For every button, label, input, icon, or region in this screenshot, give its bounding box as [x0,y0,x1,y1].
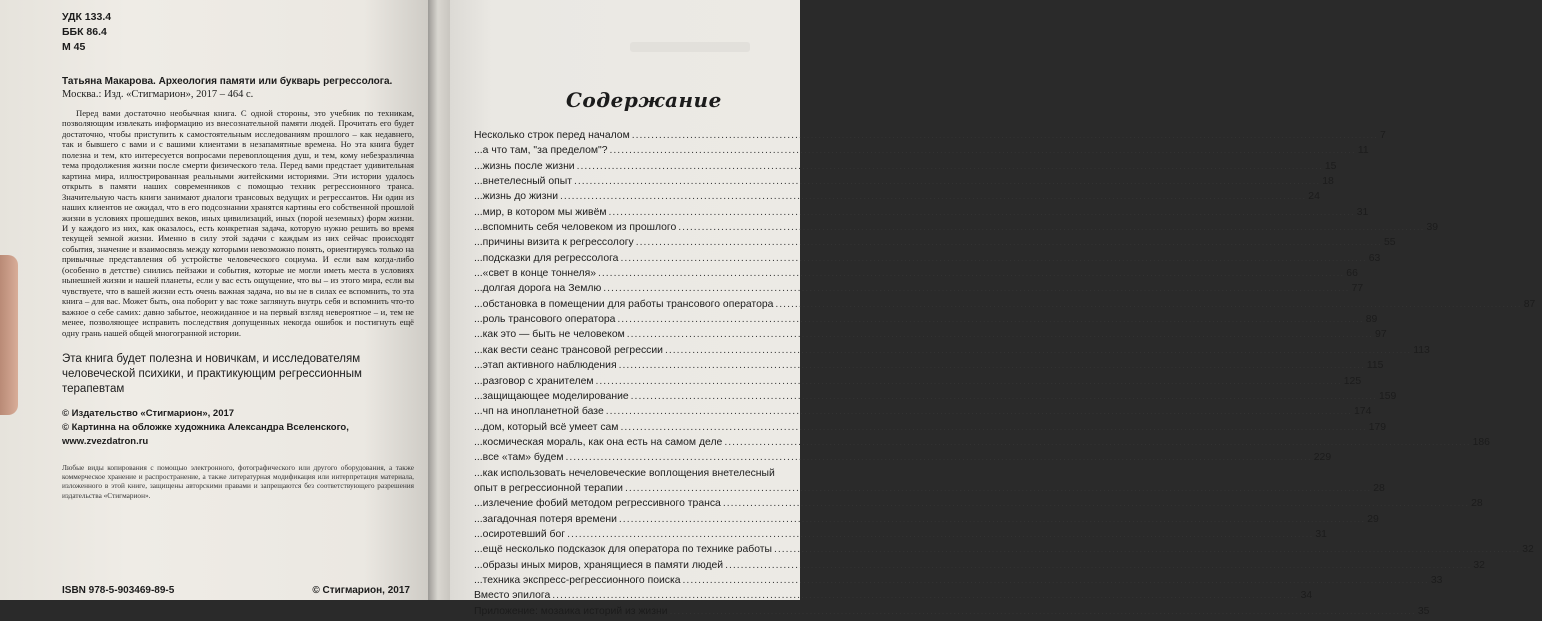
toc-entry [474,605,1430,621]
toc-leader-dots [596,376,1342,387]
toc-entry-label: ...космическая мораль, как она есть на самом деле [474,436,723,448]
toc-entry-label: ...жизнь до жизни [474,191,559,203]
toc-entry [474,406,1372,421]
toc-leader-dots [723,498,1469,509]
toc-entry-label: ...чп на инопланетной базе [474,406,604,418]
toc-entry-line2 [474,482,1385,498]
toc-leader-dots [574,176,1320,187]
legal-notice: Любые виды копирования с помощью электронного, фотографического или другого оборудования, а также коммерческое хранение и распространение, а также литературная модификация или интерпретация материала, изложенного в этой книге, защищены авторскими правами и запрещаются без соответствующего разрешения издательства «Стигмарион». [62,462,414,500]
udk-code: УДК 133.4 [62,11,112,23]
bbk-code: ББК 86.4 [62,26,107,38]
toc-page-number: 55 [1384,237,1396,249]
toc-entry [474,467,1385,499]
toc-entry-label: ...разговор с хранителем [474,375,594,387]
toc-entry [474,329,1387,344]
toc-page-number: 35 [1417,605,1430,617]
toc-entry [474,390,1397,406]
toc-page-number: 39 [1426,222,1439,234]
toc-entry-label: ...защищающее моделирование [474,390,629,402]
toc-entry-label: ...мир, в котором мы живём [474,206,607,218]
toc-entry-label: ...излечение фобий методом регрессивного транса [474,498,721,510]
toc-leader-dots [670,606,1416,617]
toc-page-number: 97 [1375,329,1387,341]
toc-page-number: 31 [1315,528,1327,540]
toc-entry-label: ...образы иных миров, хранящиеся в памяти людей [474,559,724,571]
copyright-publisher: © Издательство «Стигмарион», 2017 [62,407,235,419]
toc-leader-dots [619,360,1365,371]
copyright-block [62,407,414,449]
toc-leader-dots [610,145,1356,156]
toc-entry [474,421,1387,437]
toc-entry-label-continued: опыт в регрессионной терапии [474,482,623,494]
toc-entry-label: ...загадочная потеря времени [474,513,617,525]
annotation-text: Перед вами достаточно необычная книга. С одной стороны, это учебник по техникам, позволяющим извлекать информацию из внесознательной памяти людей. Прочитать его будет достаточно, чтобы приступить к самостоятельным исследованиям прошлого – как недавнего, так и бывшего с вами и с вашими клиентами в незапамятные времена. Но эта книга будет полезна и тем, кто интересуется вопросами перевоплощения душ, и тем, кому небезразлична тема продолжения жизни после смерти физического тела. Перед вами предстает удивительная картина мира, иллюстрированная реальными житейскими историями. Эти истории удалось открыть в памяти наших современников с помощью техник регрессионного транса. Значительную часть книги занимают диалоги трансовых ведущих и регрессантов. Ни один из наших клиентов не ожидал, что в его подсознании хранятся картины его собственной прошлой жизни в условиях прошедших веков, иных цивилизаций, иных (порой неземных) форм жизни. И у каждого из них, как оказалось, есть конкретная задача, которую нужно решить во время текущей земной жизни. Именно в силу этой задачи с каждым из них сейчас происходят события, значение и взаимосвязь между которыми невозможно понять, ориентируясь только на привычные представления об устройстве человеческого социума. И если вам когда-либо (особенно в детстве) снились пейзажи и события, которые не могли иметь места в условиях нынешней жизни и нашей планеты, если у вас есть ощущение, что вы – из этого мира, если вы чувствуете, что в вашей жизни есть очень важная задача, но вы не в силах ее вспомнить, то эта книга – для вас. Может быть, она поборит у вас тоже заглянуть внутрь себя и вспомнить что-то важное о себе самих: давно забытое, неожиданное и на первый взгляд невероятное – и, тем не менее, позволяющее исправить последствия допущенных некогда ошибок и постигнуть ещё одну грань нашей общей многогранной истории. [62,108,414,338]
author-sign: М 45 [62,41,86,53]
isbn-row [62,585,410,596]
toc-leader-dots [683,575,1429,586]
toc-entry-label: ...подсказки для регрессолога [474,252,619,264]
bleed-through-header [630,42,750,52]
toc-leader-dots [724,437,1470,448]
toc-entry-label: Вместо эпилога [474,590,551,602]
toc-page-number: 28 [1373,482,1385,494]
toc-page-number: 229 [1313,452,1332,464]
toc-page-number: 15 [1324,160,1337,172]
toc-page-number: 115 [1366,360,1384,372]
toc-page-number: 179 [1368,421,1387,433]
toc-leader-dots [567,529,1313,540]
toc-entry [474,436,1490,452]
toc-entry-label: ...обстановка в помещении для работы трансового оператора [474,298,774,310]
left-page [0,0,428,600]
toc-entry-label: ...причины визита к регрессологу [474,237,634,249]
toc-entry [474,559,1485,575]
toc-entry [474,528,1327,544]
toc-entry-label: ...техника экспресс-регрессионного поиска [474,574,681,586]
publication-info: Москва.: Изд. «Стигмарион», 2017 – 464 с. [62,89,254,100]
toc-leader-dots [725,560,1471,571]
toc-entry [474,222,1439,237]
toc-title: Содержание [566,88,722,112]
toc-page-number: 7 [1380,130,1386,141]
toc-page-number: 63 [1368,252,1381,264]
toc-entry [474,130,1386,145]
toc-leader-dots [598,268,1344,279]
toc-page-number: 89 [1365,314,1378,326]
toc-entry [474,160,1337,176]
toc-entry [474,574,1443,590]
toc-leader-dots [577,161,1323,172]
toc-entry [474,176,1334,191]
copyright-cover-artist: © Картинна на обложке художника Александра Вселенского, [62,421,349,433]
toc-entry [474,513,1379,529]
toc-entry-label: ...как использовать нечеловеческие воплощения внетелесный [474,467,775,479]
bibliographic-title: Татьяна Макарова. Археология памяти или букварь регрессолога. [62,76,393,87]
toc-entry-label: ...долгая дорога на Землю [474,283,602,295]
toc-leader-dots [636,237,1382,248]
toc-entry [474,544,1534,559]
toc-entry-label: ...ещё несколько подсказок для оператора по технике работы [474,544,772,556]
toc-leader-dots [775,299,1521,310]
book-gutter [428,0,450,600]
toc-page-number: 18 [1322,176,1334,188]
toc-leader-dots [617,314,1363,325]
toc-page-number: 24 [1308,191,1320,203]
toc-page-number: 31 [1356,206,1369,218]
toc-entry [474,344,1430,360]
toc-page-number: 159 [1378,390,1397,402]
thumb-holding-page [0,255,18,415]
toc-entry [474,206,1369,222]
toc-page-number: 66 [1346,268,1358,280]
toc-entry-label: Несколько строк перед началом [474,130,630,141]
toc-page-number: 11 [1357,145,1369,157]
toc-page-number: 32 [1522,544,1534,556]
toc-page-number: 113 [1413,344,1430,356]
toc-leader-dots [631,391,1377,402]
table-of-contents [474,130,1536,621]
toc-entry-label: ...осиротевший бог [474,528,566,540]
toc-entry [474,268,1358,283]
toc-entry-label: ...внетелесный опыт [474,176,572,188]
right-page [450,0,1536,617]
toc-entry-label: ...как вести сеанс трансовой регрессии [474,344,663,356]
toc-page-number: 174 [1354,406,1372,418]
toc-leader-dots [665,345,1411,356]
toc-leader-dots [678,222,1424,233]
toc-page-number: 33 [1430,574,1443,586]
toc-entry-label: Приложение: мозаика историй из жизни [474,605,668,617]
toc-entry [474,452,1332,467]
toc-page-number: 87 [1523,298,1536,310]
toc-entry [474,252,1381,268]
toc-entry [474,498,1483,513]
toc-entry-label: ...вспомнить себя человеком из прошлого [474,222,677,234]
toc-entry [474,375,1362,391]
toc-leader-dots [625,483,1371,494]
toc-leader-dots [620,422,1366,433]
toc-entry [474,590,1313,605]
toc-entry [474,283,1364,298]
toc-leader-dots [627,329,1373,340]
toc-leader-dots [774,544,1520,555]
website-link: www.zvezdatron.ru [62,435,149,447]
toc-leader-dots [603,283,1349,294]
copyright-footer: © Стигмарион, 2017 [312,585,410,596]
toc-entry-label: ...этап активного наблюдения [474,360,617,372]
toc-leader-dots [552,590,1298,601]
toc-entry [474,191,1320,206]
toc-page-number: 28 [1471,498,1483,510]
toc-leader-dots [632,130,1378,141]
toc-entry-label: ...а что там, "за пределом"? [474,145,608,157]
toc-page-number: 77 [1351,283,1364,295]
toc-page-number: 29 [1367,513,1379,525]
toc-page-number: 125 [1343,375,1362,387]
toc-entry-label: ...как это — быть не человеком [474,329,625,341]
toc-entry [474,360,1384,375]
classification-codes [62,10,414,55]
toc-leader-dots [606,406,1352,417]
toc-entry-label: ...роль трансового оператора [474,314,616,326]
isbn: ISBN 978-5-903469-89-5 [62,585,175,596]
toc-entry-label: ...все «там» будем [474,452,564,464]
toc-entry [474,314,1378,329]
toc-entry-label: ...дом, который всё умеет сам [474,421,619,433]
toc-page-number: 32 [1473,559,1485,571]
toc-leader-dots [566,452,1312,463]
toc-entry [474,145,1369,160]
toc-page-number: 186 [1472,436,1490,448]
toc-entry [474,237,1396,252]
toc-entry-label: ...«свет в конце тоннеля» [474,268,597,280]
toc-leader-dots [609,207,1355,218]
toc-page-number: 34 [1300,590,1313,602]
toc-leader-dots [620,253,1366,264]
toc-leader-dots [560,191,1306,202]
toc-entry-label: ...жизнь после жизни [474,160,575,172]
toc-leader-dots [619,514,1365,525]
toc-entry [474,298,1536,314]
highlight-statement: Эта книга будет полезна и новичкам, и исследователям человеческой психики, и практикующим регрессионным терапевтам [62,352,362,395]
